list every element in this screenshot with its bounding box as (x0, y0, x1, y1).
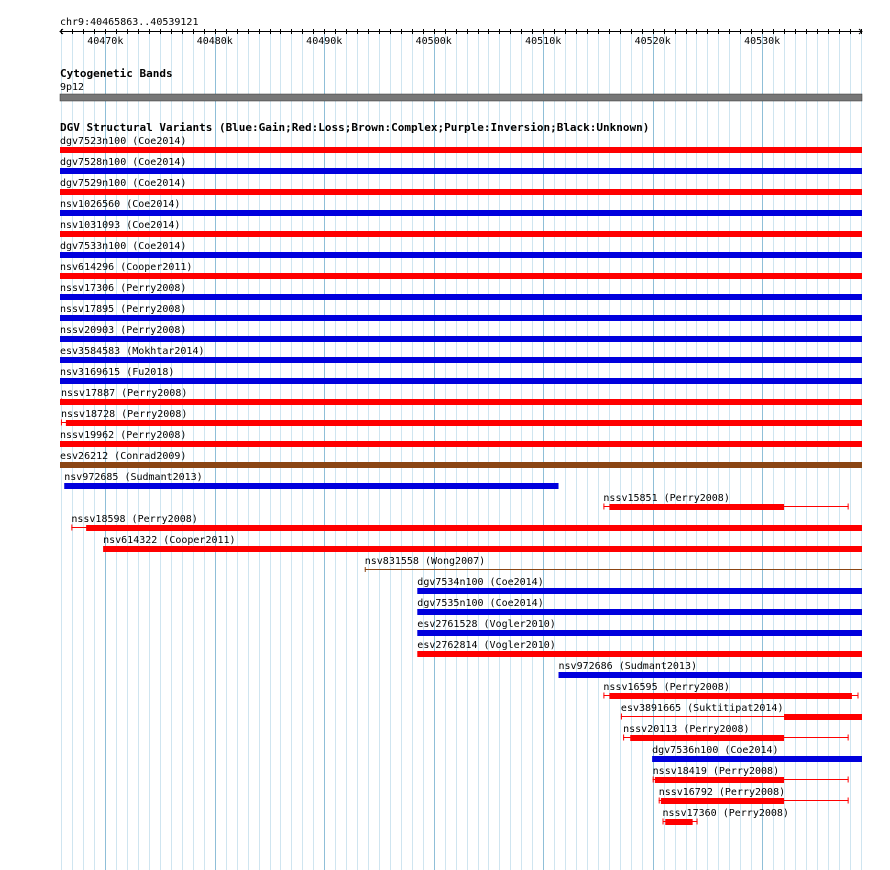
sv-feature[interactable] (60, 346, 862, 363)
sv-feature-label: nssv20903 (Perry2008) (60, 325, 187, 336)
sv-feature[interactable] (60, 262, 862, 279)
sv-feature-label: dgv7533n100 (Coe2014) (60, 241, 187, 252)
sv-feature-label: dgv7528n100 (Coe2014) (60, 157, 187, 168)
sv-feature[interactable] (60, 220, 862, 237)
sv-feature-bar (60, 294, 862, 300)
sv-feature-label: nsv3169615 (Fu2018) (60, 367, 175, 378)
sv-feature-bar (64, 483, 558, 489)
sv-feature-label: nsv1031093 (Coe2014) (60, 220, 181, 231)
sv-feature-bar (60, 357, 862, 363)
sv-feature-label: nssv15851 (Perry2008) (603, 493, 730, 504)
sv-feature-bar (417, 651, 862, 657)
sv-feature-label: nssv16595 (Perry2008) (603, 682, 730, 693)
sv-feature[interactable] (61, 409, 862, 426)
sv-feature-label: dgv7536n100 (Coe2014) (652, 745, 779, 756)
sv-feature-bar (784, 714, 862, 720)
sv-feature[interactable] (60, 430, 862, 447)
sv-feature[interactable] (60, 451, 862, 468)
ruler-tick-label: 40490k (306, 36, 343, 47)
sv-feature-label: nsv614296 (Cooper2011) (60, 262, 193, 273)
sv-feature-label: nssv17895 (Perry2008) (60, 304, 187, 315)
sv-features (60, 136, 862, 825)
sv-feature[interactable] (603, 493, 848, 510)
sv-feature[interactable] (60, 388, 862, 405)
coordinate-ruler[interactable] (60, 29, 862, 47)
sv-feature-label: esv3584583 (Mokhtar2014) (60, 346, 205, 357)
sv-feature[interactable] (60, 136, 862, 153)
sv-feature[interactable] (60, 367, 862, 384)
sv-feature-label: dgv7523n100 (Coe2014) (60, 136, 187, 147)
sv-feature-bar (60, 210, 862, 216)
sv-feature-label: nssv18419 (Perry2008) (652, 766, 780, 777)
sv-feature-bar (60, 336, 862, 342)
sv-track-title: DGV Structural Variants (Blue:Gain;Red:Loss;Brown:Complex;Purple:Inversion;Black:Unknown) (60, 121, 650, 134)
ruler-tick-label: 40510k (525, 36, 562, 47)
sv-feature-label: nssv18728 (Perry2008) (60, 409, 188, 420)
sv-feature-bar (559, 672, 862, 678)
sv-feature-label: nsv1026560 (Coe2014) (60, 199, 181, 210)
sv-feature-label: nsv831558 (Wong2007) (364, 556, 486, 567)
sv-feature-bar (652, 756, 862, 762)
sv-feature-bar (60, 168, 862, 174)
sv-feature-bar (630, 735, 784, 741)
sv-feature-label: nssv17360 (Perry2008) (662, 808, 789, 819)
sv-feature-bar (609, 504, 784, 510)
sv-feature-bar (661, 798, 784, 804)
sv-feature[interactable] (60, 157, 862, 174)
cytoband-bar[interactable] (60, 94, 862, 101)
sv-feature-bar (609, 693, 851, 699)
sv-feature-label: nssv18598 (Perry2008) (71, 514, 198, 525)
sv-feature-bar (66, 420, 862, 426)
cytoband-track-title: Cytogenetic Bands (60, 67, 173, 80)
sv-feature[interactable] (659, 787, 849, 804)
sv-feature[interactable] (103, 535, 862, 552)
sv-feature-bar (86, 525, 862, 531)
sv-feature-label: nssv17306 (Perry2008) (60, 283, 187, 294)
sv-feature-bar (665, 819, 692, 825)
sv-feature-bar (60, 189, 862, 195)
sv-feature-bar (103, 546, 862, 552)
sv-feature-label: nssv16792 (Perry2008) (658, 787, 786, 798)
sv-feature-bar (60, 147, 862, 153)
sv-feature[interactable] (60, 304, 862, 321)
sv-feature[interactable] (653, 766, 849, 783)
sv-feature-bar (60, 252, 862, 258)
sv-feature-label: dgv7529n100 (Coe2014) (60, 178, 187, 189)
sv-feature[interactable] (64, 472, 558, 489)
sv-feature[interactable] (621, 703, 862, 720)
sv-feature-bar (655, 777, 784, 783)
sv-feature[interactable] (652, 745, 862, 762)
sv-feature[interactable] (71, 514, 862, 531)
sv-feature-label: dgv7535n100 (Coe2014) (417, 598, 544, 609)
sv-feature[interactable] (365, 556, 862, 572)
sv-feature-bar (60, 441, 862, 447)
sv-feature-bar (60, 315, 862, 321)
sv-feature[interactable] (559, 661, 862, 678)
sv-feature[interactable] (603, 682, 858, 699)
sv-feature-bar (417, 630, 862, 636)
sv-feature[interactable] (623, 724, 849, 741)
ruler-tick-label: 40520k (634, 36, 671, 47)
sv-feature-label: esv2761528 (Vogler2010) (417, 619, 556, 630)
sv-feature-label: nsv614322 (Cooper2011) (103, 535, 236, 546)
sv-feature-bar (60, 231, 862, 237)
ruler-tick-label: 40530k (744, 36, 781, 47)
sv-feature-label: nsv972686 (Sudmant2013) (558, 661, 698, 672)
sv-feature[interactable] (60, 325, 862, 342)
sv-feature[interactable] (60, 241, 862, 258)
sv-feature-label: nssv19962 (Perry2008) (60, 430, 187, 441)
sv-feature-label: esv3891665 (Suktitipat2014) (620, 703, 784, 714)
sv-feature-bar (417, 588, 862, 594)
ruler-tick-label: 40470k (87, 36, 124, 47)
ruler-tick-label: 40500k (415, 36, 452, 47)
sv-feature-label: nssv17887 (Perry2008) (60, 388, 188, 399)
sv-feature-bar (60, 399, 862, 405)
sv-feature-bar (417, 609, 862, 615)
sv-feature-label: dgv7534n100 (Coe2014) (417, 577, 544, 588)
sv-feature-bar (60, 378, 862, 384)
sv-feature-label: nssv20113 (Perry2008) (623, 724, 750, 735)
sv-feature-label: esv2762814 (Vogler2010) (417, 640, 556, 651)
cytoband-label: 9p12 (60, 82, 85, 93)
sv-feature-bar (60, 273, 862, 279)
region-label: chr9:40465863..40539121 (60, 17, 199, 28)
sv-feature[interactable] (60, 178, 862, 195)
sv-feature-label: esv26212 (Conrad2009) (60, 451, 187, 462)
sv-feature-label: nsv972685 (Sudmant2013) (64, 472, 203, 483)
sv-feature[interactable] (663, 808, 789, 825)
sv-feature[interactable] (60, 199, 862, 216)
grid-lines (62, 30, 862, 870)
sv-feature-bar (60, 462, 862, 468)
sv-feature[interactable] (60, 283, 862, 300)
ruler-tick-label: 40480k (196, 36, 233, 47)
